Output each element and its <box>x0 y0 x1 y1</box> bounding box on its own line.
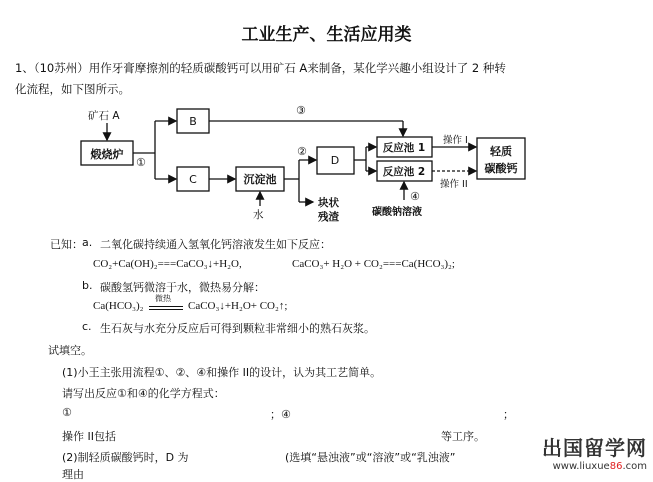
furnace-label: 煅烧炉 <box>90 148 124 161</box>
sodium-carbonate-label: 碳酸钠溶液 <box>372 207 422 218</box>
equation-3-arrow-line <box>149 306 183 307</box>
product-label-line1: 轻质 <box>490 145 512 158</box>
known-c-text: 生石灰与水充分反应后可得到颗粒非常细小的熟石灰浆。 <box>100 322 375 335</box>
equation-3-arrow-line2 <box>149 309 183 310</box>
watermark-cn: 出国留学网 <box>542 436 647 460</box>
known-b-text: 碳酸氢钙微溶于水，微热易分解： <box>100 281 265 294</box>
equation-3-condition: 微热 <box>155 294 171 303</box>
step-3-marker: ③ <box>296 104 306 117</box>
step-1-marker: ① <box>136 156 146 169</box>
fill-instruction: 试填空。 <box>48 344 92 357</box>
answer-blank-4-label: ；④ <box>270 408 291 421</box>
step-4-marker: ④ <box>410 190 420 203</box>
page-title: 工业生产、生活应用类 <box>241 25 412 45</box>
known-b-label: b. <box>82 279 93 292</box>
residue-label-line2: 残渣 <box>318 211 339 223</box>
known-a-text: 二氧化碳持续通入氢氧化钙溶液发生如下反应： <box>100 238 331 251</box>
reaction-pool1-label: 反应池 1 <box>382 142 426 154</box>
question-2-reason: 理由 <box>62 468 84 481</box>
operation-1-label: 操作 I <box>443 135 468 146</box>
watermark-logo <box>542 432 647 472</box>
known-prefix: 已知： <box>50 238 83 251</box>
watermark-url: www.liuxue86.com <box>552 461 647 472</box>
product-label-line2: 碳酸钙 <box>484 162 518 175</box>
box-b-label: B <box>189 115 197 128</box>
operation-2-end: 等工序。 <box>441 430 485 443</box>
settling-tank-label: 沉淀池 <box>243 173 277 186</box>
operation-2-label: 操作 II <box>440 179 468 190</box>
question-1-sub: 请写出反应①和④的化学方程式： <box>62 387 225 400</box>
equation-2: CaCO₃+ H₂O + CO₂===Ca(HCO₃)₂; <box>292 258 455 270</box>
question-1: (1)小王主张用流程①、②、④和操作 II的设计，认为其工艺简单。 <box>62 366 382 379</box>
answer-end-semicolon: ； <box>503 408 514 421</box>
known-c-label: c. <box>82 320 92 333</box>
step-2-marker: ② <box>297 145 307 158</box>
equation-3-right: CaCO₃↓+H₂O+ CO₂↑; <box>188 300 288 312</box>
residue-label-line1: 块状 <box>318 197 339 209</box>
equation-1: CO₂+Ca(OH)₂===CaCO₃↓+H₂O, <box>93 258 242 270</box>
question-2-options: (选填“悬浊液”或“溶液”或“乳浊液” <box>285 451 456 464</box>
water-label: 水 <box>253 209 264 221</box>
equation-3-left: Ca(HCO₃)₂ <box>93 300 144 312</box>
answer-blank-1-label: ① <box>62 406 72 419</box>
box-d-label: D <box>330 154 340 167</box>
operation-2-includes: 操作 II包括 <box>62 430 116 443</box>
process-flow-diagram <box>0 0 653 235</box>
question-intro-line1: 1、（10苏州）用作牙膏摩擦剂的轻质碳酸钙可以用矿石 A来制备，某化学兴趣小组设计了 2 种转 <box>15 61 506 75</box>
reaction-pool2-label: 反应池 2 <box>382 166 426 178</box>
box-c-label: C <box>189 173 197 186</box>
question-intro-line2: 化流程，如下图所示。 <box>15 82 130 96</box>
question-2: (2)制轻质碳酸钙时，D 为 <box>62 451 189 464</box>
ore-label: 矿石 A <box>88 110 120 122</box>
known-a-label: a. <box>82 236 93 249</box>
